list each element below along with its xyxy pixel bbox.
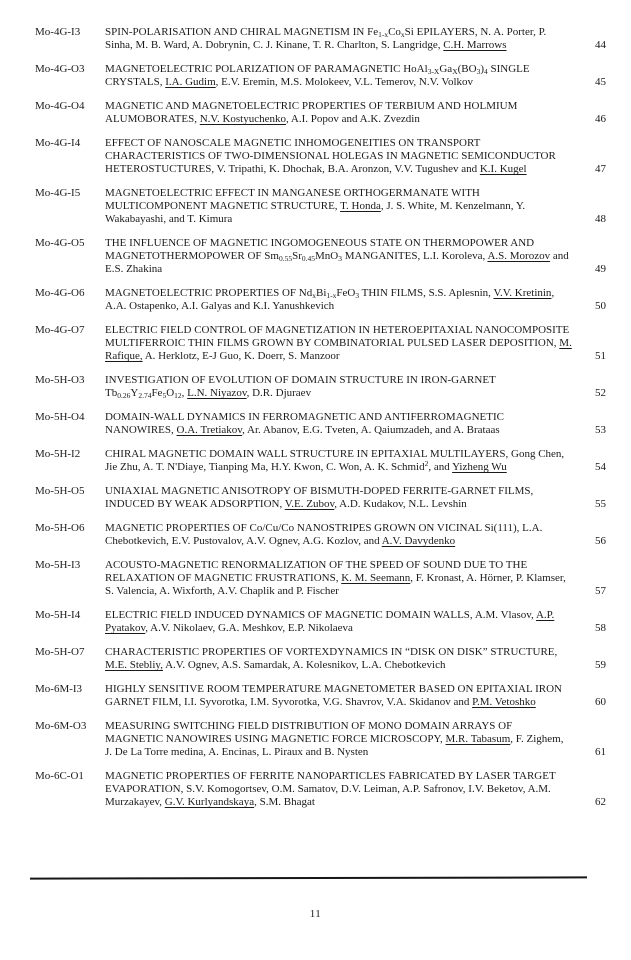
toc-entry (35, 63, 606, 89)
toc-entry (35, 411, 606, 437)
presenting-author: C.H. Marrows (443, 39, 507, 51)
page-ref: 60 (595, 696, 606, 708)
entry-title: CHARACTERISTIC PROPERTIES OF VORTEXDYNAMICS IN “DISK ON DISK” STRUCTURE, M.E. Stebliy, A.V. Ognev, A.S. Samardak, A. Kolesnikov, L.A. Chebotkevich (105, 646, 558, 671)
page-ref: 58 (595, 622, 606, 634)
presenting-author: M.E. Stebliy, (105, 659, 163, 671)
presenting-author: M.R. Tabasum (445, 733, 511, 745)
entry-title: HIGHLY SENSITIVE ROOM TEMPERATURE MAGNETOMETER BASED ON EPITAXIAL IRON GARNET FILM, I.I. Syvorotka, I.M. Syvorotka, V.G. Shavrov, V.A. Skidanov and P.M. Vetoshko (105, 683, 562, 708)
entry-title: ELECTRIC FIELD CONTROL OF MAGNETIZATION IN HETEROEPITAXIAL NANOCOMPOSITE MULTIFERROIC THIN FILMS GROWN BY COMBINATORIAL PULSED LASER DEPOSITION, M. Rafique, A. Herklotz, E-J Guo, K. Doerr, S. Manzoor (105, 324, 572, 362)
session-code: Mo-4G-O4 (35, 100, 85, 112)
page-ref: 51 (595, 350, 606, 362)
presenting-author: G.V. Kurlyandskaya (164, 796, 255, 808)
toc-entry (35, 683, 606, 709)
entry-title: MAGNETOELECTRIC PROPERTIES OF $Nd_xBi_{1-x}FeO_3$ THIN FILMS, S.S. Aplesnin, V.V. Kretinin, A.A. Ostapenko, A.I. Galyas and K.I. Yanushkevich (105, 287, 555, 312)
session-code: Mo-5H-O7 (35, 646, 85, 658)
session-code: Mo-4G-I3 (35, 26, 81, 38)
entry-title: ELECTRIC FIELD INDUCED DYNAMICS OF MAGNETIC DOMAIN WALLS, A.M. Vlasov, A.P. Pyatakov, A.V. Nikolaev, G.A. Meshkov, E.P. Nikolaeva (105, 609, 555, 634)
toc-entry (35, 448, 606, 474)
session-code: Mo-6C-O1 (35, 770, 84, 782)
page-ref: 57 (595, 585, 606, 597)
session-code: Mo-6M-I3 (35, 683, 83, 695)
session-code: Mo-4G-O3 (35, 63, 85, 75)
toc-entry (35, 770, 606, 809)
session-code: Mo-5H-I4 (35, 609, 81, 621)
toc-entry (35, 137, 606, 176)
entry-title: ACOUSTO-MAGNETIC RENORMALIZATION OF THE SPEED OF SOUND DUE TO THE RELAXATION OF MAGNETIC FRUSTRATIONS, K. M. Seemann, F. Kronast, A. Hörner, P. Klamser, S. Valencia, A. Wixforth, A.V. Chaplik and P. Fischer (105, 559, 566, 597)
entry-title: MAGNETOELECTRIC POLARIZATION OF PARAMAGNETIC $HoAl_{3-X}Ga_X(BO_3)_4$ SINGLE CRYSTALS, I.A. Gudim, E.V. Eremin, M.S. Molokeev, V.L. Temerov, N.V. Volkov (105, 63, 530, 88)
toc-entry (35, 100, 606, 126)
presenting-author: N.V. Kostyuchenko (199, 113, 286, 125)
session-code: Mo-5H-I3 (35, 559, 81, 571)
presenting-author: Yizheng Wu (452, 461, 507, 473)
presenting-author: A.P. Pyatakov (105, 609, 555, 634)
presenting-author: A.S. Morozov (487, 250, 551, 262)
toc-entry (35, 720, 606, 759)
session-code: Mo-4G-O5 (35, 237, 85, 249)
session-code: Mo-4G-O7 (35, 324, 85, 336)
page-ref: 44 (595, 39, 606, 51)
entry-title: DOMAIN-WALL DYNAMICS IN FERROMAGNETIC AND ANTIFERROMAGNETIC NANOWIRES, O.A. Tretiakov, Ar. Abanov, E.G. Tveten, A. Qaiumzadeh, and A. Brataas (105, 411, 504, 436)
toc-entry (35, 187, 606, 226)
entry-title: THE INFLUENCE OF MAGNETIC INGOMOGENEOUS STATE ON THERMOPOWER AND MAGNETOTHERMOPOWER OF $Sm_{0.55}Sr_{0.45}MnO_3$ MANGANITES, L.I. Koroleva, A.S. Morozov and E.S. Zhakina (105, 237, 569, 275)
page-ref: 62 (595, 796, 606, 808)
entry-title: CHIRAL MAGNETIC DOMAIN WALL STRUCTURE IN EPITAXIAL MULTILAYERS, Gong Chen, Jie Zhu, A. T. N'Diaye, Tianping Ma, H.Y. Kwon, C. Won, A. K. Schmid$^2$, and Yizheng Wu (105, 448, 565, 473)
toc-entry (35, 522, 606, 548)
entry-title: MEASURING SWITCHING FIELD DISTRIBUTION OF MONO DOMAIN ARRAYS OF MAGNETIC NANOWIRES USING MAGNETIC FORCE MICROSCOPY, M.R. Tabasum, F. Zighem, J. De La Torre medina, A. Encinas, L. Piraux and B. Nysten (105, 720, 564, 758)
toc-entry (35, 559, 606, 598)
page-ref: 50 (595, 300, 606, 312)
session-code: Mo-5H-O6 (35, 522, 85, 534)
presenting-author: I.A. Gudim (165, 76, 216, 88)
page-ref: 54 (595, 461, 606, 473)
toc-entry (35, 374, 606, 400)
page-ref: 55 (595, 498, 606, 510)
page-ref: 61 (595, 746, 606, 758)
session-code: Mo-4G-I4 (35, 137, 81, 149)
page-ref: 56 (595, 535, 606, 547)
entry-title: MAGNETOELECTRIC EFFECT IN MANGANESE ORTHOGERMANATE WITH MULTICOMPONENT MAGNETIC STRUCTURE, T. Honda, J. S. White, M. Kenzelmann, Y. Wakabayashi, and T. Kimura (105, 187, 526, 225)
page-ref: 53 (595, 424, 606, 436)
presenting-author: T. Honda (340, 200, 381, 212)
toc-entry (35, 237, 606, 276)
entry-title: SPIN-POLARISATION AND CHIRAL MAGNETISM IN $Fe_{1-x}Co_xSi$ EPILAYERS, N. A. Porter, P. Sinha, M. B. Ward, A. Dobrynin, C. J. Kinane, T. R. Charlton, S. Langridge, C.H. Marrows (105, 26, 547, 51)
entry-title: MAGNETIC PROPERTIES OF Co/Cu/Co NANOSTRIPES GROWN ON VICINAL Si(111), L.A. Chebotkevich, E.V. Pustovalov, A.V. Ognev, A.G. Kozlov, and A.V. Davydenko (105, 522, 543, 547)
presenting-author: K.I. Kugel (479, 163, 527, 175)
session-code: Mo-5H-I2 (35, 448, 81, 460)
entry-title: INVESTIGATION OF EVOLUTION OF DOMAIN STRUCTURE IN IRON-GARNET $Tb_{0.26}Y_{2.74}Fe_5O_{12}$, L.N. Niyazov, D.R. Djuraev (105, 374, 496, 400)
page-ref: 45 (595, 76, 606, 88)
session-code: Mo-6M-O3 (35, 720, 87, 732)
toc-entry (35, 26, 606, 52)
page-ref: 46 (595, 113, 606, 125)
presenting-author: V.V. Kretinin (493, 287, 552, 299)
toc-entry (35, 287, 606, 313)
session-code: Mo-4G-I5 (35, 187, 81, 199)
page-ref: 49 (595, 263, 606, 275)
session-code: Mo-5H-O3 (35, 374, 85, 386)
footer-page-number: 11 (309, 908, 322, 920)
entry-title: UNIAXIAL MAGNETIC ANISOTROPY OF BISMUTH-DOPED FERRITE-GARNET FILMS, INDUCED BY WEAK ADSORPTION, V.E. Zubov, A.D. Kudakov, N.L. Levshin (105, 485, 534, 510)
toc-entry (35, 485, 606, 511)
entry-title: MAGNETIC PROPERTIES OF FERRITE NANOPARTICLES FABRICATED BY LASER TARGET EVAPORATION, S.V. Komogortsev, O.M. Samatov, D.V. Leiman, A.P. Safronov, I.V. Beketov, A.M. Murzakayev, G.V. Kurlyandskaya, S.M. Bhagat (105, 770, 556, 808)
page-ref: 52 (595, 387, 606, 399)
presenting-author: O.A. Tretiakov (176, 424, 243, 436)
session-code: Mo-5H-O4 (35, 411, 85, 423)
toc-entry (35, 646, 606, 672)
entry-title: MAGNETIC AND MAGNETOELECTRIC PROPERTIES OF TERBIUM AND HOLMIUM ALUMOBORATES, N.V. Kostyuchenko, A.I. Popov and A.K. Zvezdin (105, 100, 518, 125)
session-code: Mo-5H-O5 (35, 485, 85, 497)
page-ref: 59 (595, 659, 606, 671)
entry-title: EFFECT OF NANOSCALE MAGNETIC INHOMOGENEITIES ON TRANSPORT CHARACTERISTICS OF TWO-DIMENSIONAL HOLEGAS IN MAGNETIC SEMICONDUCTOR HETEROSTUCTURES, V. Tripathi, K. Dhochak, B.A. Aronzon, V.V. Tugushev and K.I. Kugel (105, 137, 556, 175)
page-ref: 48 (595, 213, 606, 225)
presenting-author: L.N. Niyazov (187, 387, 247, 399)
toc-entry (35, 324, 606, 363)
page-ref: 47 (595, 163, 606, 175)
toc-entry (35, 609, 606, 635)
presenting-author: V.E. Zubov (284, 498, 335, 510)
toc-list (35, 26, 606, 820)
presenting-author: P.M. Vetoshko (472, 696, 536, 708)
session-code: Mo-4G-O6 (35, 287, 85, 299)
presenting-author: K. M. Seemann (341, 572, 411, 584)
presenting-author: M. Rafique, (105, 337, 572, 362)
presenting-author: A.V. Davydenko (381, 535, 456, 547)
footer-divider (30, 876, 587, 879)
